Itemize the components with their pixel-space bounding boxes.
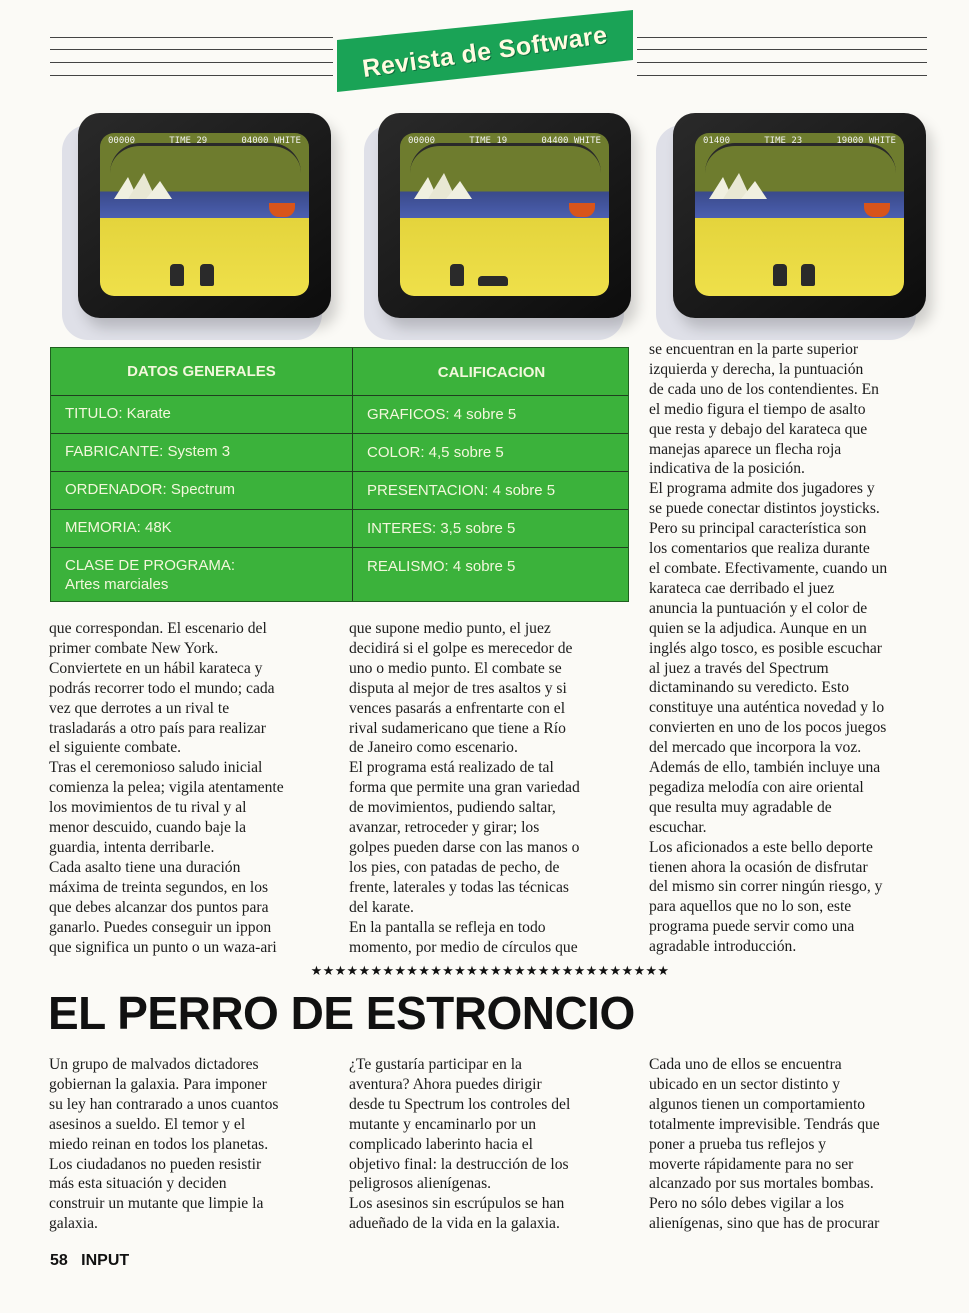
page-footer [50, 1252, 129, 1270]
article2-column-1 [49, 1055, 339, 1234]
game-screenshot-3 [673, 113, 926, 318]
table-rule [51, 547, 628, 548]
article-column-2 [349, 619, 639, 957]
hud-score-left: 00000 [108, 136, 136, 146]
article-column-3 [649, 340, 939, 957]
header-rule [637, 75, 927, 76]
rating-graphics: GRAFICOS: 4 sobre 5 [367, 406, 517, 423]
header-rule [50, 37, 333, 38]
article-text: se encuentran en la parte superior izquierda y derecha, la puntuación de cada uno de los contendientes. En el medio figura el tiempo de asalto que resta y debajo del karateca que manejas aparece un flecha roja indicativa de la posición. El programa admite dos jugadores y se puede conectar distintos joysticks. Pero su principal característica son los comentarios que realiza durante el combate. Efectivamente, cuando un karateca cae derribado el juez anuncia la puntuación y el color de quien se la adjudica. Aunque en un inglés algo tosco, es posible escuchar al juez a través del Spectrum dictaminando su veredicto. Esto constituye una auténtica novedad y lo convierten en uno de los pocos juegos del mercado que incorpora la voz. Además de ello, también incluye una pegadiza melodía con aire oriental que resulta muy agradable de escuchar. Los aficionados a este bello deporte tienen ahora la ocasión de disfrutar del mismo sin correr ningún riesgo, y para aquellos que no lo son, este programa puede servir como una agradable introducción. [649, 341, 888, 956]
header-rule [50, 49, 333, 50]
bridge-graphic [705, 143, 896, 173]
opera-house-graphic [414, 173, 474, 199]
karateca-player [773, 264, 787, 286]
general-manufacturer: FABRICANTE: System 3 [65, 443, 231, 460]
general-data-header: DATOS GENERALES [127, 363, 276, 380]
game-screenshot-1 [78, 113, 331, 318]
general-program-type: CLASE DE PROGRAMA: Artes marciales [65, 557, 236, 593]
game-screen [100, 133, 309, 296]
rating-header: CALIFICACION [437, 364, 546, 381]
opera-house-graphic [114, 173, 174, 199]
hud-score-left: 00000 [408, 136, 436, 146]
table-divider [352, 348, 353, 601]
karateca-player [450, 264, 464, 286]
karateca-rival [478, 276, 508, 286]
page-number: 58 [50, 1252, 68, 1269]
hud-timer: TIME 23 [764, 136, 803, 146]
rating-interest: INTERES: 3,5 sobre 5 [367, 520, 516, 537]
article-title: EL PERRO DE ESTRONCIO [48, 987, 635, 1039]
bridge-graphic [110, 143, 301, 173]
header-rule [637, 62, 927, 63]
karateca-rival [200, 264, 214, 286]
banner-title: Revista de Software [360, 20, 610, 83]
article-text: Cada uno de ellos se encuentra ubicado en un sector distinto y algunos tienen un comportamiento totalmente imprevisible. Tendrás que poner a prueba tus reflejos y moverte rápidamente para no ser alcanzado por sus mortales bombas. Pero no sólo debes vigilar a los alienígenas, sino que has de procurar [649, 1056, 880, 1233]
article-text: que correspondan. El escenario del primer combate New York. Conviertete en un hábil karateca y podrás recorrer todo el mundo; cada vez que derrotes a un rival te trasladarás a otro país para realizar el siguiente combate. Tras el ceremonioso saludo inicial comienza la pelea; vigila atentamente los movimientos de tu rival y al menor descuido, cuando baje la guardia, intenta derribarle. Cada asalto tiene una duración máxima de treinta segundos, en los que debes alcanzar dos puntos para ganarlo. Puedes conseguir un ippon que significa un punto o un waza-ari [49, 620, 284, 956]
opera-house-graphic [709, 173, 769, 199]
game-data-table [50, 347, 629, 602]
karateca-rival [801, 264, 815, 286]
section-banner [333, 10, 637, 94]
article-column-1 [49, 619, 339, 957]
article-text: que supone medio punto, el juez decidirá si el golpe es merecedor de uno o medio punto. El combate se disputa al mejor de tres asaltos y si vences pasarás a enfrentarte con el rival sudamericano que tiene a Río de Janeiro como escenario. El programa está realizado de tal forma que permite una gran variedad de movimientos, pudiendo saltar, avanzar, retroceder y girar; los golpes pueden darse con las manos o los pies, con patadas de pecho, de frente, laterales y todas las técnicas del karate. En la pantalla se refleja en todo momento, por medio de círculos que [349, 620, 580, 956]
hud-score-right: 04400 WHITE [541, 136, 601, 146]
hud-score-right: 19000 WHITE [836, 136, 896, 146]
game-screenshot-2 [378, 113, 631, 318]
general-memory: MEMORIA: 48K [65, 519, 172, 536]
header-rule [637, 49, 927, 50]
general-title: TITULO: Karate [65, 405, 171, 422]
hud-timer: TIME 19 [469, 136, 508, 146]
magazine-name: INPUT [81, 1252, 130, 1269]
game-screen [400, 133, 609, 296]
header-rule [637, 37, 927, 38]
rating-color: COLOR: 4,5 sobre 5 [367, 444, 504, 461]
hud-score-left: 01400 [703, 136, 731, 146]
boat-graphic [569, 203, 595, 217]
article2-column-2 [349, 1055, 639, 1234]
header-rule [50, 75, 333, 76]
article2-column-3 [649, 1055, 939, 1234]
hud-timer: TIME 29 [169, 136, 208, 146]
rating-realism: REALISMO: 4 sobre 5 [367, 558, 516, 575]
boat-graphic [269, 203, 295, 217]
table-rule [51, 433, 628, 434]
article-text: ¿Te gustaría participar en la aventura? Ahora puedes dirigir desde tu Spectrum los controles del mutante y encaminarlo por un complicado laberinto hacia el objetivo final: la destrucción de los peligrosos alienígenas. Los asesinos sin escrúpulos se han adueñado de la vida en la galaxia. [349, 1056, 571, 1233]
table-rule [51, 509, 628, 510]
game-screen [695, 133, 904, 296]
article-text: Un grupo de malvados dictadores gobiernan la galaxia. Para imponer su ley han contrarado a unos cuantos asesinos a sueldo. El temor y el miedo reinan en todos los planetas. Los ciudadanos no pueden resistir más esta situación y deciden construir un mutante que limpie la galaxia. [49, 1056, 279, 1233]
section-separator: ★★★★★★★★★★★★★★★★★★★★★★★★★★★★★★ [310, 964, 670, 979]
general-computer: ORDENADOR: Spectrum [65, 481, 236, 498]
boat-graphic [864, 203, 890, 217]
bridge-graphic [410, 143, 601, 173]
hud-score-right: 04000 WHITE [241, 136, 301, 146]
rating-presentation: PRESENTACION: 4 sobre 5 [367, 482, 556, 499]
table-rule [51, 395, 628, 396]
table-rule [51, 471, 628, 472]
header-rule [50, 62, 333, 63]
karateca-player [170, 264, 184, 286]
